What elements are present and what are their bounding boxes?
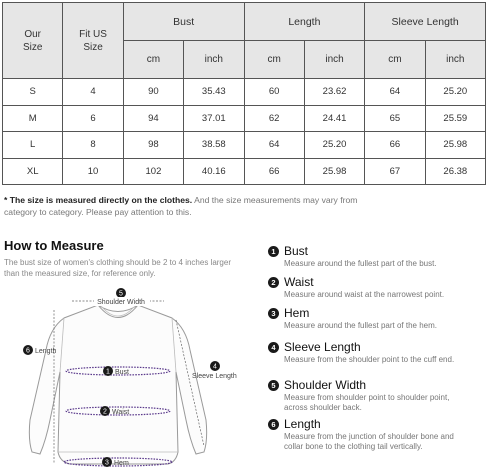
measure-item-sleeve-length: [268, 340, 486, 365]
table-cell: 65: [365, 105, 425, 132]
table-cell: 102: [123, 158, 183, 185]
table-cell: 8: [63, 132, 123, 159]
table-row: [3, 132, 486, 159]
sleeve-label-text: Sleeve Length: [192, 373, 237, 380]
measure-title: Shoulder Width: [284, 378, 367, 392]
header-length-inch: inch: [304, 41, 364, 79]
sweater-diagram: [0, 282, 260, 474]
shoulder-label-text: Shoulder Width: [97, 299, 145, 306]
header-fit-us-text: Fit US Size: [79, 28, 107, 53]
table-cell: 25.20: [425, 79, 485, 106]
measure-title: Waist: [284, 275, 314, 289]
measure-title: Bust: [284, 244, 309, 258]
header-sleeve-cm: cm: [365, 41, 425, 79]
measure-item-length: [268, 417, 486, 451]
table-cell: S: [3, 79, 63, 106]
header-our-size-text: Our Size: [22, 28, 43, 53]
table-cell: 67: [365, 158, 425, 185]
table-cell: 90: [123, 79, 183, 106]
number-3-icon: 3: [268, 308, 279, 319]
header-length-cm: cm: [244, 41, 304, 79]
table-cell: M: [3, 105, 63, 132]
badge-2-num: 2: [103, 408, 107, 416]
shoulder-width-label: [94, 288, 150, 306]
how-to-measure-title: How to Measure: [4, 238, 104, 253]
table-cell: 25.20: [304, 132, 364, 159]
badge-5-num: 5: [119, 290, 123, 298]
size-note-bold: * The size is measured directly on the clothes.: [4, 195, 193, 205]
number-2-icon: 2: [268, 277, 279, 288]
header-our-size: [3, 3, 63, 79]
table-cell: 25.59: [425, 105, 485, 132]
measure-title: Hem: [284, 306, 310, 320]
length-label-text: Length: [35, 348, 57, 355]
table-cell: 37.01: [184, 105, 244, 132]
table-row: [3, 79, 486, 106]
header-fit-us-size: [63, 3, 123, 79]
size-note: [4, 194, 384, 218]
measure-item-waist: [268, 275, 486, 300]
table-cell: 40.16: [184, 158, 244, 185]
badge-1-num: 1: [106, 368, 110, 376]
sleeve-length-label: [192, 361, 237, 380]
table-cell: 60: [244, 79, 304, 106]
table-cell: 35.43: [184, 79, 244, 106]
table-cell: 26.38: [425, 158, 485, 185]
table-row: [3, 158, 486, 185]
number-1-icon: 1: [268, 246, 279, 257]
table-cell: 66: [244, 158, 304, 185]
table-row: [3, 105, 486, 132]
table-cell: 98: [123, 132, 183, 159]
size-chart-table: [2, 2, 486, 185]
header-length: Length: [244, 3, 365, 41]
measure-description: Measure around waist at the narrowest point.: [284, 290, 445, 299]
hem-label-text: Hem: [114, 460, 129, 467]
table-cell: 10: [63, 158, 123, 185]
table-cell: 62: [244, 105, 304, 132]
sweater-outline: [29, 305, 206, 464]
table-cell: 64: [244, 132, 304, 159]
table-cell: 38.58: [184, 132, 244, 159]
number-6-icon: 6: [268, 419, 279, 430]
table-cell: 64: [365, 79, 425, 106]
size-note-rest: And the size measurements may vary from category to category. Please pay attention to this.: [4, 195, 358, 217]
how-to-measure-description: The bust size of women's clothing should be 2 to 4 inches larger than the measured size, for reference only.: [4, 258, 231, 278]
table-cell: 25.98: [304, 158, 364, 185]
header-sleeve-inch: inch: [425, 41, 485, 79]
measure-item-hem: [268, 306, 486, 331]
measure-title: Length: [284, 417, 321, 431]
measure-description: Measure around the fullest part of the hem.: [284, 321, 437, 330]
measure-description: Measure from shoulder point to shoulder point, across shoulder back.: [284, 393, 450, 412]
measure-title: Sleeve Length: [284, 340, 361, 354]
table-cell: L: [3, 132, 63, 159]
badge-6-num: 6: [26, 347, 30, 355]
header-sleeve-length: Sleeve Length: [365, 3, 486, 41]
measure-item-shoulder-width: [268, 378, 486, 412]
table-cell: 25.98: [425, 132, 485, 159]
header-bust-cm: cm: [123, 41, 183, 79]
table-cell: 66: [365, 132, 425, 159]
table-cell: XL: [3, 158, 63, 185]
badge-3-num: 3: [105, 459, 109, 467]
measure-description: Measure around the fullest part of the bust.: [284, 259, 437, 268]
badge-4-num: 4: [213, 363, 217, 371]
bust-label-text: Bust: [115, 369, 130, 376]
waist-label-text: Waist: [112, 409, 130, 416]
number-4-icon: 4: [268, 342, 279, 353]
table-cell: 94: [123, 105, 183, 132]
header-bust-inch: inch: [184, 41, 244, 79]
number-5-icon: 5: [268, 380, 279, 391]
header-bust: Bust: [123, 3, 244, 41]
table-cell: 6: [63, 105, 123, 132]
measure-item-bust: [268, 244, 486, 269]
measure-description: Measure from the shoulder point to the cuff end.: [284, 355, 455, 364]
table-cell: 23.62: [304, 79, 364, 106]
measure-description: Measure from the junction of shoulder bone and collar bone to the clothing tail vertically.: [284, 432, 454, 451]
table-cell: 4: [63, 79, 123, 106]
table-cell: 24.41: [304, 105, 364, 132]
